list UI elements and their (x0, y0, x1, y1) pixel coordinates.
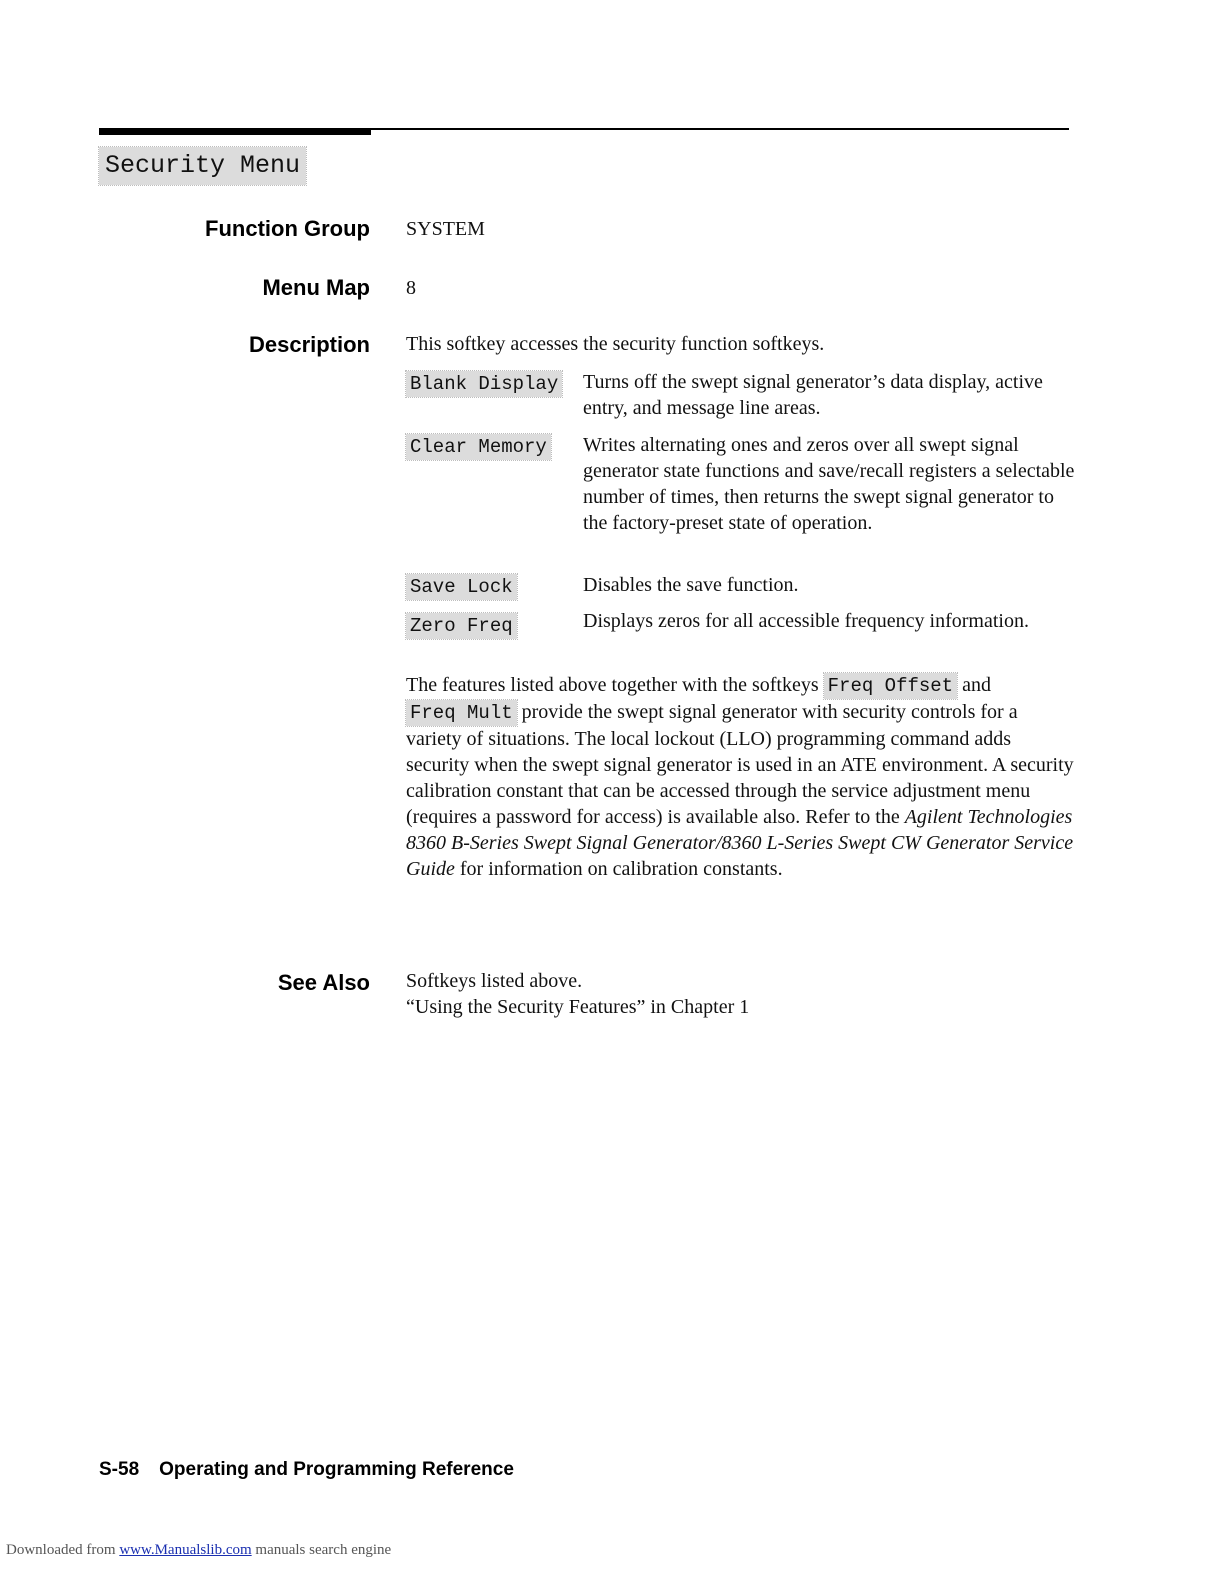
download-prefix: Downloaded from (6, 1542, 120, 1558)
description-intro: This softkey accesses the security function softkeys. (406, 333, 825, 355)
security-features-paragraph (406, 672, 1078, 882)
menu-map-value: 8 (406, 277, 416, 299)
description-label: Description (248, 332, 370, 357)
header-rule-thick (99, 128, 371, 135)
download-notice (6, 1542, 391, 1559)
softkey-label: Clear Memory (406, 434, 551, 460)
softkey-clear-memory-desc: Writes alternating ones and zeros over all swept signal generator state functions and save/recall registers a selectable number of times, then returns the swept signal generator to the factory-preset state of operation. (583, 434, 1075, 534)
paragraph-text: for information on calibration constants. (454, 858, 783, 880)
softkey-label: Save Lock (406, 574, 517, 600)
softkey-blank-display (406, 371, 562, 397)
softkey-label: Zero Freq (406, 613, 517, 639)
paragraph-text: provide the swept signal generator with security controls for a variety of situations. The local lockout (LLO) programming command adds security when the swept signal generator is used in an ATE environment. A security calibration constant that can be accessed through the service adjustment menu (requires a password for access) is available also. Refer to the (406, 701, 1074, 828)
softkey-save-lock (406, 574, 517, 600)
footer-title: Operating and Programming Reference (159, 1459, 514, 1480)
page-title-softkey: Security Menu (99, 147, 306, 185)
paragraph-text: and (957, 674, 991, 696)
see-also-line-2: “Using the Security Features” in Chapter 1 (406, 996, 750, 1018)
softkey-label: Blank Display (406, 371, 562, 397)
download-suffix: manuals search engine (251, 1542, 392, 1558)
softkey-freq-offset: Freq Offset (824, 673, 957, 699)
function-group-value: SYSTEM (406, 218, 485, 240)
page-number: S-58 (99, 1459, 140, 1480)
softkey-zero-freq (406, 613, 517, 639)
softkey-clear-memory (406, 434, 551, 460)
see-also-label: See Also (277, 970, 370, 995)
softkey-blank-display-desc: Turns off the swept signal generator’s data display, active entry, and message line areas. (583, 371, 1043, 419)
softkey-zero-freq-desc: Displays zeros for all accessible frequency information. (583, 610, 1029, 632)
paragraph-text: The features listed above together with the softkeys (406, 674, 824, 696)
menu-map-label: Menu Map (262, 275, 370, 300)
manualslib-link[interactable]: www.Manualslib.com (119, 1542, 252, 1558)
page-footer (99, 1459, 514, 1481)
see-also-line-1: Softkeys listed above. (406, 970, 583, 992)
header-rule-thin (371, 128, 1069, 130)
softkey-save-lock-desc: Disables the save function. (583, 574, 799, 596)
service-guide-title: Agilent Technologies 8360 B-Series Swept Signal Generator/8360 L-Series Swept CW Generator Service Guide (406, 806, 1074, 880)
function-group-label: Function Group (205, 216, 370, 241)
softkey-freq-mult: Freq Mult (406, 700, 517, 726)
